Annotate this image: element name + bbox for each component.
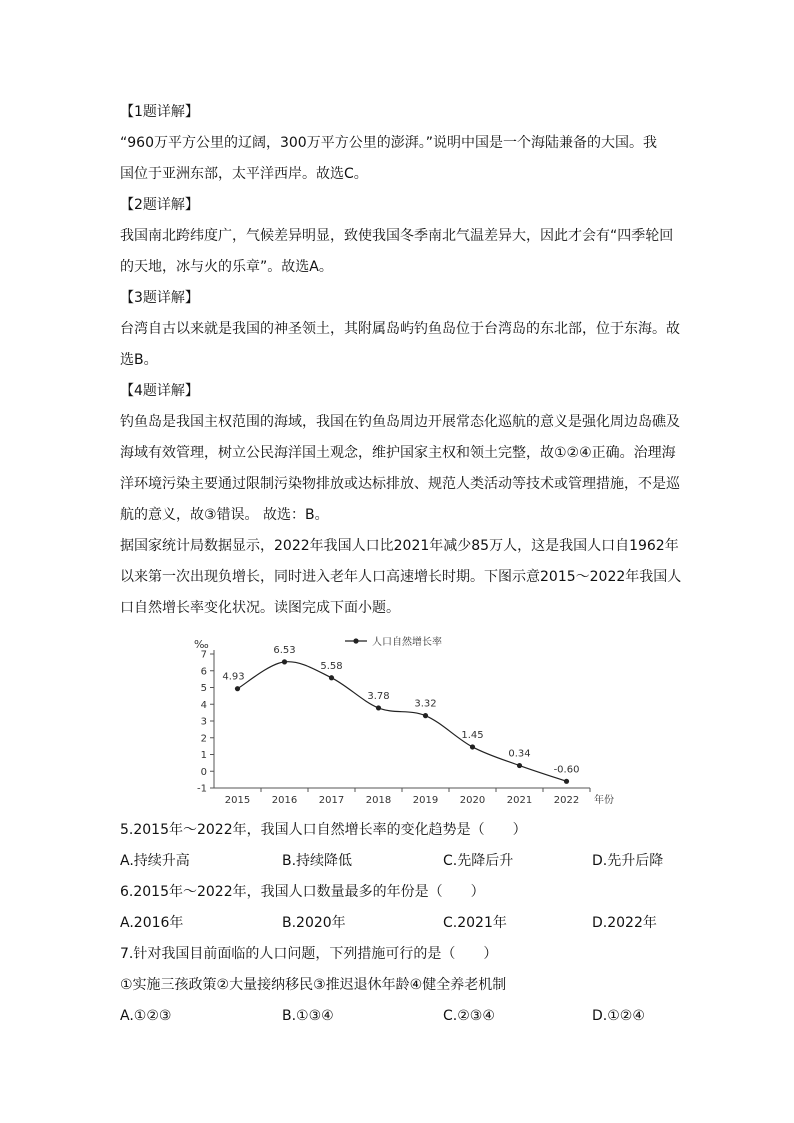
data-point <box>470 744 475 749</box>
data-label: 1.45 <box>461 729 484 741</box>
data-label: 4.93 <box>222 671 245 683</box>
question-7-stem: 7.针对我国目前面临的人口问题，下列措施可行的是（ ） <box>120 946 498 962</box>
option-a[interactable]: A.持续升高 <box>120 853 190 869</box>
paragraph-line: 钓鱼岛是我国主权范围的海域，我国在钓鱼岛周边开展常态化巡航的意义是强化周边岛礁及 <box>120 414 680 430</box>
population-growth-line-chart <box>190 632 620 810</box>
y-tick-label: 5 <box>200 683 207 694</box>
section-heading-q4: 【4题详解】 <box>120 383 199 399</box>
option-b[interactable]: B.持续降低 <box>282 853 353 869</box>
y-tick-label: 1 <box>200 750 207 761</box>
x-tick-label: 2016 <box>271 795 298 806</box>
series-line <box>238 662 567 782</box>
data-label: 3.78 <box>367 690 390 702</box>
question-5-options <box>120 846 680 877</box>
option-c[interactable]: C.先降后升 <box>443 853 514 869</box>
data-point <box>282 659 287 664</box>
y-tick-label: -1 <box>197 783 207 795</box>
y-tick-label: 0 <box>200 766 207 778</box>
intro-line: 口自然增长率变化状况。读图完成下面小题。 <box>120 600 400 616</box>
x-tick-label: 2020 <box>459 795 486 806</box>
intro-line: 以来第一次出现负增长，同时进入老年人口高速增长时期。下图示意2015～2022年我国人 <box>120 569 682 585</box>
answer-explanations <box>120 97 680 624</box>
data-label: 6.53 <box>273 644 296 656</box>
data-point <box>564 779 569 784</box>
option-c[interactable]: C.②③④ <box>443 1008 495 1024</box>
data-point <box>329 675 334 680</box>
paragraph-line: 洋环境污染主要通过限制污染物排放或达标排放、规范人类活动等技术或管理措施，不是巡 <box>120 476 680 492</box>
legend-marker <box>353 638 358 643</box>
x-tick-label: 2021 <box>506 795 533 806</box>
paragraph-line: 台湾自古以来就是我国的神圣领土，其附属岛屿钓鱼岛位于台湾岛的东北部，位于东海。故 <box>120 321 680 337</box>
option-d[interactable]: D.①②④ <box>592 1008 645 1024</box>
paragraph-line: “960万平方公里的辽阔，300万平方公里的澎湃。”说明中国是一个海陆兼备的大国。我 <box>120 135 657 151</box>
data-label: 3.32 <box>414 698 437 710</box>
question-6-stem: 6.2015年～2022年，我国人口数量最多的年份是（ ） <box>120 884 485 900</box>
question-7-statements: ①实施三孩政策②大量接纳移民③推迟退休年龄④健全养老机制 <box>120 977 507 993</box>
data-point <box>517 763 522 768</box>
y-axis-unit: ‰ <box>194 638 209 651</box>
option-d[interactable]: D.先升后降 <box>592 853 664 869</box>
data-label: 5.58 <box>320 660 343 672</box>
x-tick-label: 2019 <box>412 795 439 806</box>
data-point <box>376 705 381 710</box>
x-tick-label: 2018 <box>365 795 392 806</box>
paragraph-line: 航的意义，故③错误。 故选：B。 <box>120 507 329 523</box>
section-heading-q1: 【1题详解】 <box>120 104 199 120</box>
intro-line: 据国家统计局数据显示，2022年我国人口比2021年减少85万人，这是我国人口自1962年 <box>120 538 679 554</box>
question-7-options <box>120 1001 680 1032</box>
legend-label: 人口自然增长率 <box>372 637 442 648</box>
paragraph-line: 国位于亚洲东部，太平洋西岸。故选C。 <box>120 166 368 182</box>
x-axis-title: 年份 <box>594 795 614 806</box>
y-tick-label: 2 <box>200 733 207 745</box>
section-heading-q2: 【2题详解】 <box>120 197 199 213</box>
y-tick-label: 6 <box>200 666 207 678</box>
section-heading-q3: 【3题详解】 <box>120 290 199 306</box>
question-5-stem: 5.2015年～2022年，我国人口自然增长率的变化趋势是（ ） <box>120 822 527 838</box>
option-b[interactable]: B.2020年 <box>282 915 346 931</box>
option-d[interactable]: D.2022年 <box>592 915 657 931</box>
y-tick-label: 7 <box>200 649 207 661</box>
data-label: -0.60 <box>553 764 580 776</box>
x-tick-label: 2015 <box>224 795 251 806</box>
y-tick-label: 4 <box>200 699 207 711</box>
y-tick-label: 3 <box>200 716 207 728</box>
paragraph-line: 选B。 <box>120 352 158 368</box>
paragraph-line: 的天地，冰与火的乐章”。故选A。 <box>120 259 333 275</box>
option-c[interactable]: C.2021年 <box>443 915 507 931</box>
option-a[interactable]: A.2016年 <box>120 915 184 931</box>
data-label: 0.34 <box>508 748 531 760</box>
option-b[interactable]: B.①③④ <box>282 1008 334 1024</box>
data-point <box>235 686 240 691</box>
paragraph-line: 我国南北跨纬度广，气候差异明显，致使我国冬季南北气温差异大，因此才会有“四季轮回 <box>120 228 674 244</box>
x-tick-label: 2017 <box>318 795 345 806</box>
x-tick-label: 2022 <box>553 795 580 806</box>
question-6-options <box>120 908 680 939</box>
data-point <box>423 713 428 718</box>
option-a[interactable]: A.①②③ <box>120 1008 172 1024</box>
paragraph-line: 海域有效管理，树立公民海洋国土观念，维护国家主权和领土完整，故①②④正确。治理海 <box>120 445 676 461</box>
